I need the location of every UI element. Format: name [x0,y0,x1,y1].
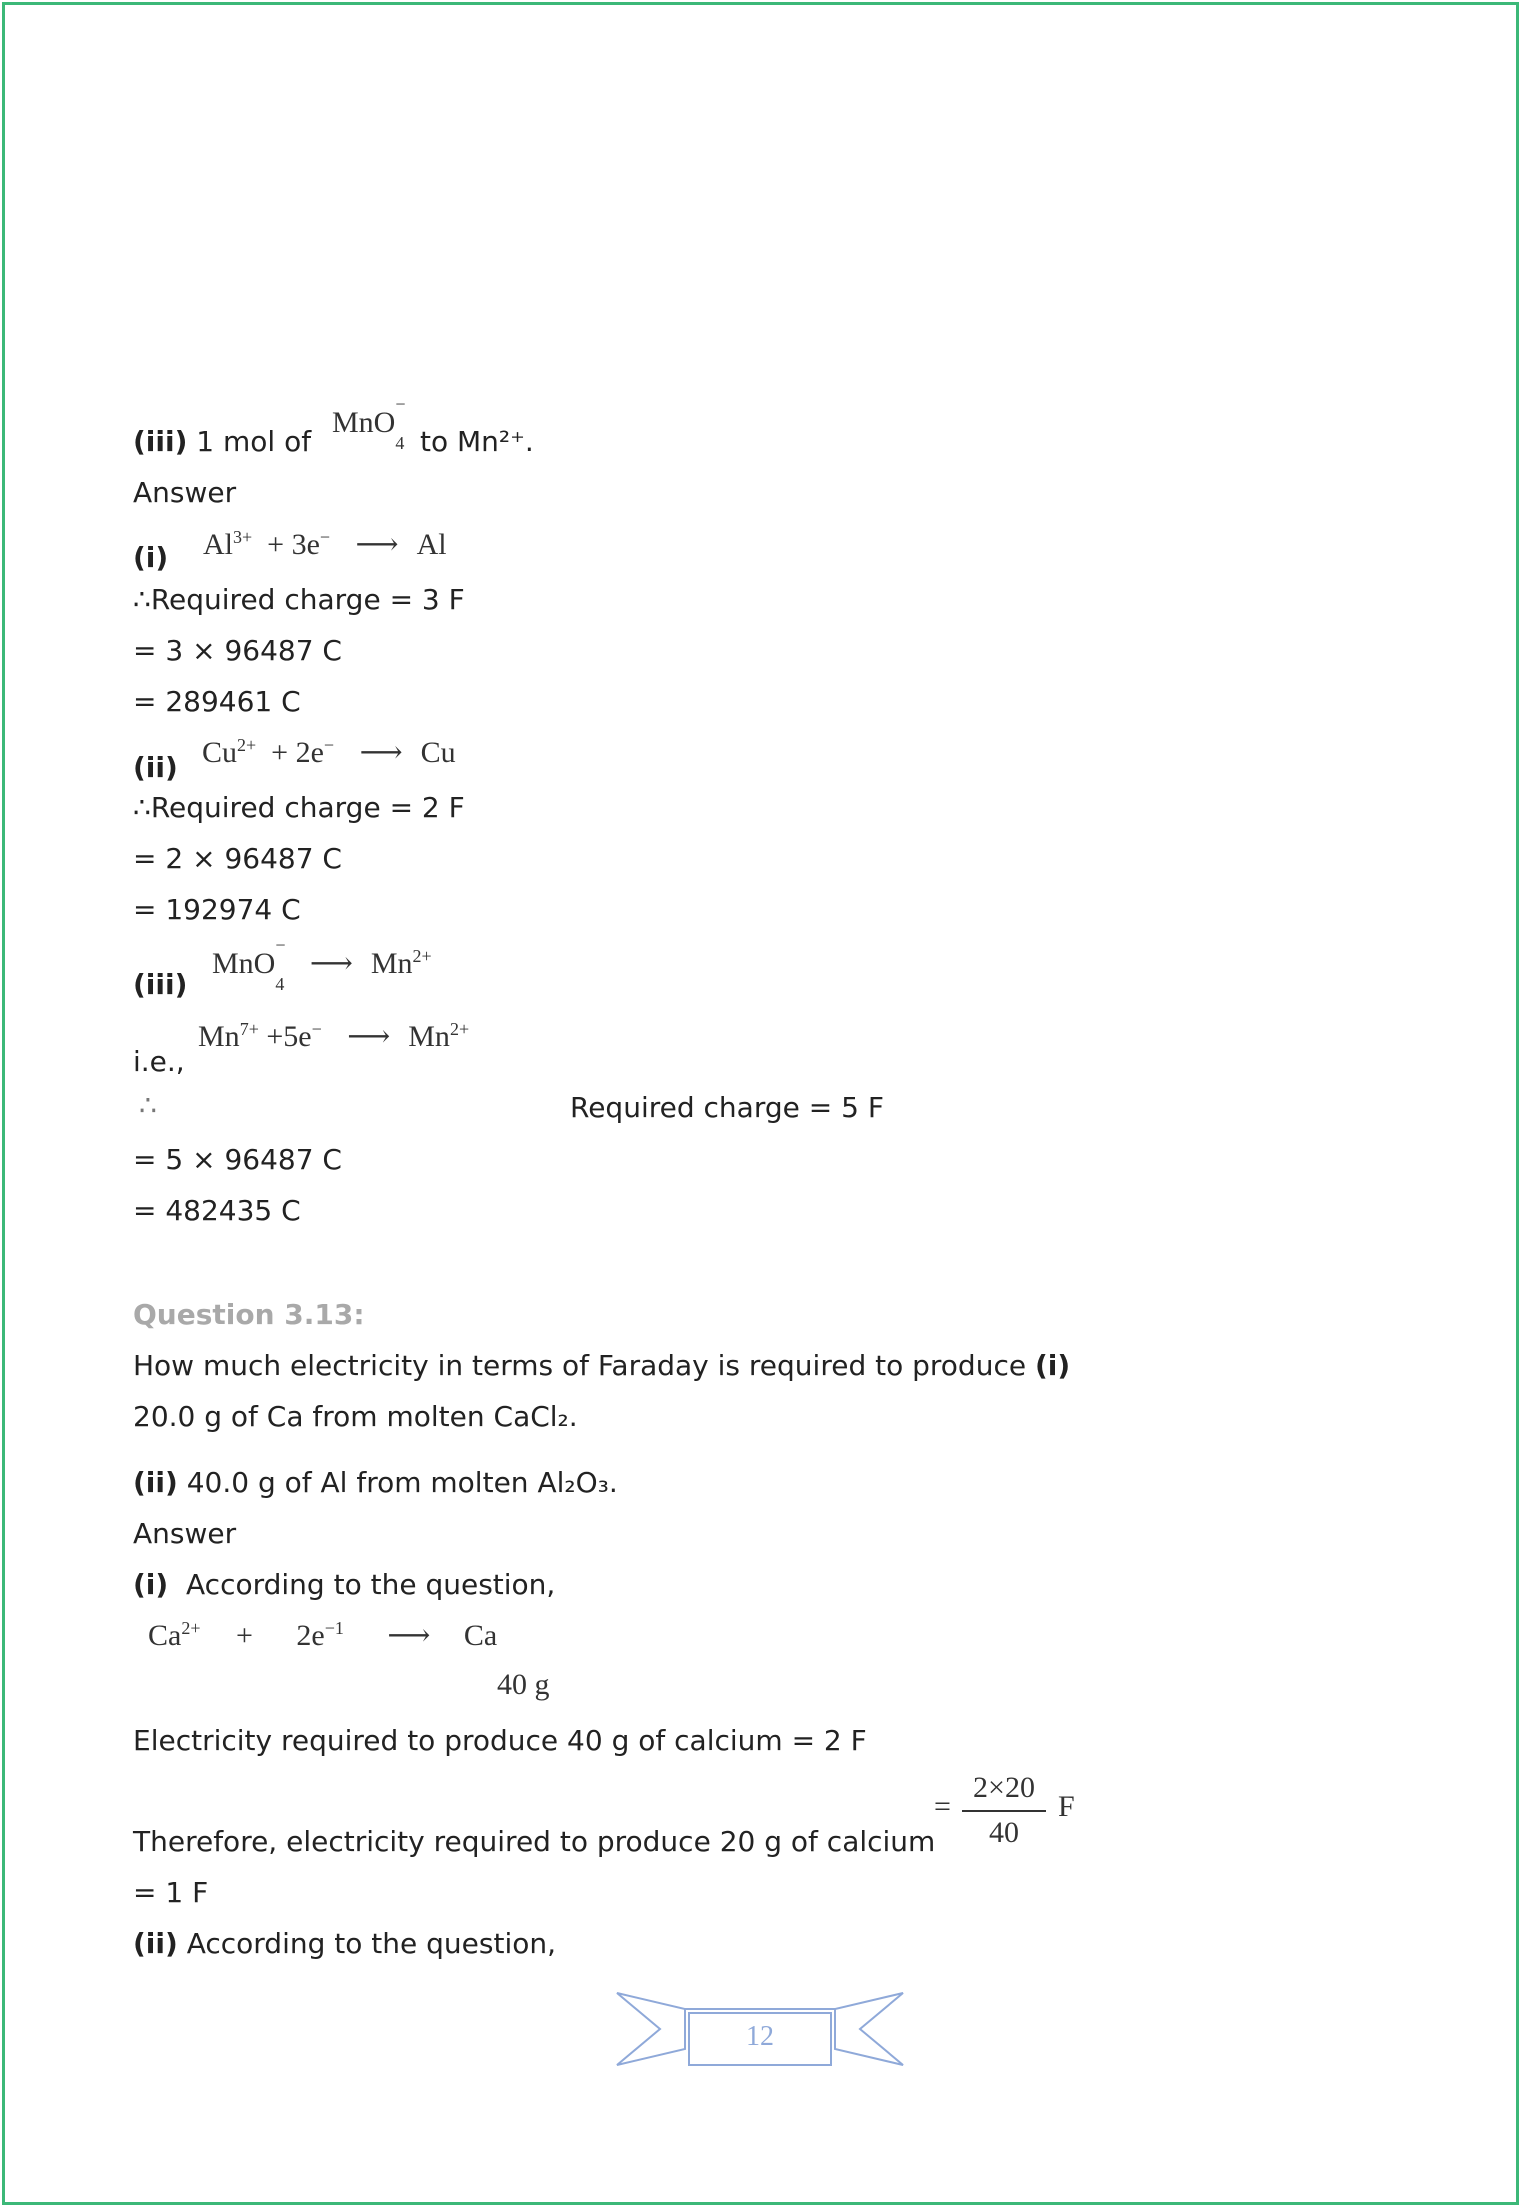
part-i-label: (i) [133,541,169,574]
page-number: 12 [746,2021,774,2052]
calc-line-i-1: = 3 × 96487 C [133,634,342,667]
question-text-1: How much electricity in terms of Faraday is required to produce (i) [133,1349,1071,1382]
part-label: (iii) [133,425,188,458]
permanganate-formula: MnO − $_4$ [332,394,406,453]
fraction-unit: F [1058,1790,1075,1823]
equation-ca: $Ca^{2+} + 2e^{-1}$ ⟶ Ca [148,1618,498,1652]
fraction-denominator: 40 [989,1816,1019,1849]
calcium-mass: 40 g [497,1668,550,1701]
question-text-3: (ii) 40.0 g of Al from molten Al₂O₃. [133,1466,618,1499]
answer-label-2: Answer [133,1517,237,1550]
question-heading: Question 3.13: [133,1298,365,1331]
answer-part-i: (i) According to the question, [133,1568,556,1601]
equation-cu: $Cu^{2+} + 2e^-$ ⟶ Cu [202,735,456,769]
answer-part-ii: (ii) According to the question, [133,1927,557,1960]
part-iii-label: (iii) [133,968,188,1001]
calc-line-ii-2: = 192974 C [133,893,301,926]
ie-label: i.e., [133,1045,185,1078]
electricity-line-1: Electricity required to produce 40 g of calcium = 2 F [133,1724,867,1757]
part-ii-label: (ii) [133,751,178,784]
question-part-iii [133,424,311,460]
calc-line-iii-2: = 482435 C [133,1194,301,1227]
charge-line-ii: ∴Required charge = 2 F [133,791,465,824]
charge-line-iii: Required charge = 5 F [570,1091,884,1124]
answer-label: Answer [133,476,237,509]
question-text-2: 20.0 g of Ca from molten CaCl₂. [133,1400,578,1433]
fraction-numerator: 2×20 [973,1771,1035,1804]
equation-al: $Al^{3+} + 3e^-$ ⟶ Al [203,527,447,561]
calc-line-iii-1: = 5 × 96487 C [133,1143,342,1176]
calc-line-i-2: = 289461 C [133,685,301,718]
therefore-symbol: ∴ [139,1089,157,1122]
part-text-end: to Mn²⁺. [420,425,534,458]
equation-mno4: MnO − $_4$ ⟶ $Mn^{2+}$ [212,935,432,994]
fraction-bar [962,1810,1046,1812]
fraction-equals: = [934,1790,951,1823]
electricity-line-2: Therefore, electricity required to produce 20 g of calcium [133,1825,936,1858]
calc-line-ii-1: = 2 × 96487 C [133,842,342,875]
equation-mn7: $Mn^{7+} +5e^-$ ⟶ $Mn^{2+}$ [198,1019,470,1053]
charge-line-i: ∴Required charge = 3 F [133,583,465,616]
result-line: = 1 F [133,1876,209,1909]
part-text: 1 mol of [196,425,312,458]
